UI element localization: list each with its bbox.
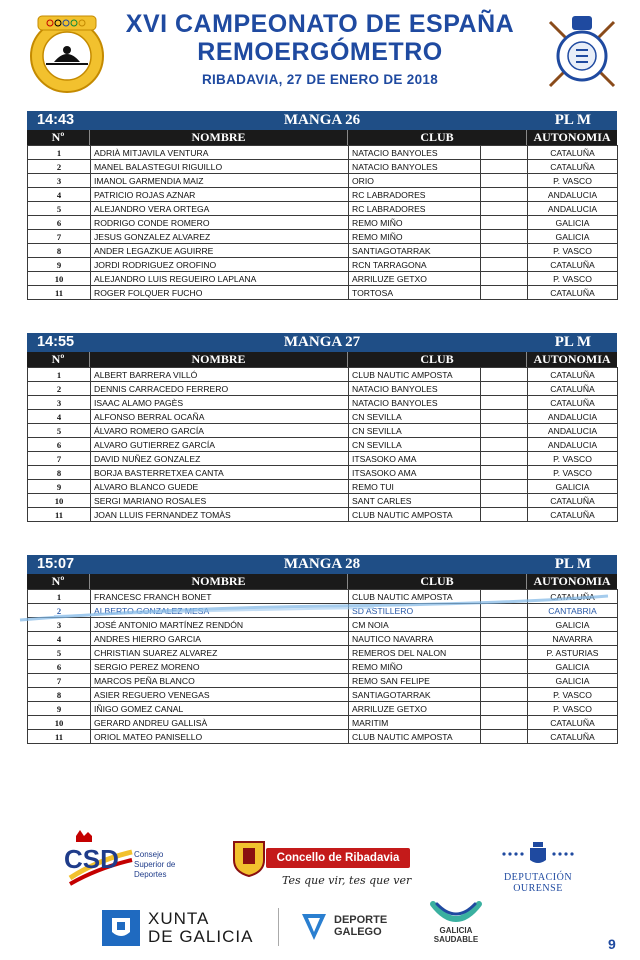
title-block: [110, 10, 530, 87]
rower-name: GERARD ANDREU GALLISÀ: [91, 716, 349, 730]
blank-cell: [481, 466, 528, 480]
table-row: [28, 424, 618, 438]
rower-name: MARCOS PEÑA BLANCO: [91, 674, 349, 688]
col-pos-header: Nº: [27, 352, 90, 367]
table-row: [28, 508, 618, 522]
table-row: [28, 174, 618, 188]
region: P. VASCO: [528, 174, 618, 188]
ribadavia-shield-icon: [228, 838, 270, 878]
blank-cell: [481, 286, 528, 300]
event-subtitle: RIBADAVIA, 27 DE ENERO DE 2018: [201, 72, 439, 87]
blank-cell: [481, 160, 528, 174]
heat-time: 15:07: [37, 556, 75, 572]
club-name: ORIO: [349, 174, 481, 188]
table-row: [28, 646, 618, 660]
page-header: [0, 0, 640, 100]
lane-number: 1: [28, 368, 91, 382]
blank-cell: [481, 368, 528, 382]
rower-name: JORDI RODRIGUEZ OROFINO: [91, 258, 349, 272]
club-name: CN SEVILLA: [349, 410, 481, 424]
blank-cell: [481, 716, 528, 730]
table-row: [28, 632, 618, 646]
rower-name: RODRIGO CONDE ROMERO: [91, 216, 349, 230]
col-name-header: NOMBRE: [90, 130, 348, 145]
xunta-line-2: DE GALICIA: [148, 927, 254, 946]
lane-number: 1: [28, 146, 91, 160]
col-club-header: CLUB: [348, 352, 527, 367]
blank-cell: [481, 216, 528, 230]
galicia-saudable-logo: [424, 900, 488, 950]
lane-number: 1: [28, 590, 91, 604]
ribadavia-name: Concello de Ribadavia: [266, 848, 410, 868]
blank-cell: [481, 272, 528, 286]
galicia-saudable-icon: [429, 900, 483, 926]
blank-cell: [481, 480, 528, 494]
rower-name: DAVID NUÑEZ GONZALEZ: [91, 452, 349, 466]
lane-number: 11: [28, 730, 91, 744]
blank-cell: [481, 452, 528, 466]
heat-category: PL M: [554, 556, 591, 572]
rower-name: ALVARO BLANCO GUEDE: [91, 480, 349, 494]
lane-number: 10: [28, 494, 91, 508]
table-row: [28, 216, 618, 230]
table-row: [28, 202, 618, 216]
lane-number: 8: [28, 244, 91, 258]
region: P. VASCO: [528, 688, 618, 702]
column-header-row: [27, 130, 617, 145]
rower-name: SERGIO PEREZ MORENO: [91, 660, 349, 674]
region: P. VASCO: [528, 244, 618, 258]
table-row: [28, 702, 618, 716]
club-name: CN SEVILLA: [349, 438, 481, 452]
lane-number: 4: [28, 410, 91, 424]
region: P. VASCO: [528, 452, 618, 466]
blank-cell: [481, 146, 528, 160]
region: CATALUÑA: [528, 396, 618, 410]
lane-number: 8: [28, 688, 91, 702]
club-name: ARRILUZE GETXO: [349, 702, 481, 716]
highlighter-stroke: [14, 588, 614, 628]
table-row: [28, 730, 618, 744]
csd-text: [134, 850, 175, 880]
lane-number: 11: [28, 508, 91, 522]
blank-cell: [481, 382, 528, 396]
table-row: [28, 258, 618, 272]
region: P. VASCO: [528, 702, 618, 716]
rower-name: BORJA BASTERRETXEA CANTA: [91, 466, 349, 480]
xunta-crest-icon: [102, 910, 140, 946]
rower-name: ANDRES HIERRO GARCIA: [91, 632, 349, 646]
table-row: [28, 146, 618, 160]
rower-name: ALFONSO BERRAL OCAÑA: [91, 410, 349, 424]
csd-line-3: Deportes: [134, 870, 167, 879]
heat-name: MANGA 28: [283, 556, 361, 572]
rower-name: DENNIS CARRACEDO FERRERO: [91, 382, 349, 396]
blank-cell: [481, 730, 528, 744]
club-name: REMEROS DEL NALON: [349, 646, 481, 660]
page-number: 9: [608, 936, 616, 952]
table-row: [28, 494, 618, 508]
club-name: RCN TARRAGONA: [349, 258, 481, 272]
club-name: CLUB NAUTIC AMPOSTA: [349, 508, 481, 522]
table-row: [28, 160, 618, 174]
footer-divider: [278, 908, 279, 946]
region: CATALUÑA: [528, 286, 618, 300]
region: NAVARRA: [528, 632, 618, 646]
region: ANDALUCIA: [528, 202, 618, 216]
blank-cell: [481, 202, 528, 216]
rower-name: ROGER FOLQUER FUCHO: [91, 286, 349, 300]
region: ANDALUCIA: [528, 438, 618, 452]
heat-name: MANGA 27: [283, 334, 361, 350]
xunta-logo: [102, 908, 272, 948]
region: CATALUÑA: [528, 730, 618, 744]
rower-name: ÁLVARO ROMERO GARCÍA: [91, 424, 349, 438]
col-club-header: CLUB: [348, 130, 527, 145]
saudable-line-2: SAUDABLE: [433, 935, 479, 944]
table-row: [28, 452, 618, 466]
lane-number: 2: [28, 604, 91, 618]
club-name: TORTOSA: [349, 286, 481, 300]
region: ANDALUCIA: [528, 424, 618, 438]
region: CATALUÑA: [528, 590, 618, 604]
ribadavia-logo: [228, 838, 414, 894]
column-header-row: [27, 352, 617, 367]
club-name: CLUB NAUTIC AMPOSTA: [349, 730, 481, 744]
xunta-line-1: XUNTA: [148, 909, 210, 928]
csd-line-2: Superior de: [134, 860, 176, 869]
lane-number: 10: [28, 716, 91, 730]
region: GALICIA: [528, 216, 618, 230]
heat-table-manga-28: [27, 555, 617, 744]
club-name: REMO SAN FELIPE: [349, 674, 481, 688]
blank-cell: [481, 674, 528, 688]
heat-name: MANGA 26: [283, 112, 361, 128]
club-name: NATACIO BANYOLES: [349, 146, 481, 160]
rower-name: SERGI MARIANO ROSALES: [91, 494, 349, 508]
page-title: XVI CAMPEONATO DE ESPAÑA: [125, 10, 515, 38]
lane-number: 9: [28, 702, 91, 716]
lane-number: 6: [28, 660, 91, 674]
club-name: CM NOIA: [349, 618, 481, 632]
blank-cell: [481, 174, 528, 188]
column-header-row: [27, 574, 617, 589]
region: GALICIA: [528, 618, 618, 632]
heat-header: [27, 111, 617, 130]
blank-cell: [481, 258, 528, 272]
region: GALICIA: [528, 480, 618, 494]
blank-cell: [481, 424, 528, 438]
blank-cell: [481, 660, 528, 674]
club-name: SANTIAGOTARRAK: [349, 688, 481, 702]
rower-name: ALVARO GUTIERREZ GARCÍA: [91, 438, 349, 452]
region: CATALUÑA: [528, 494, 618, 508]
region: P. ASTURIAS: [528, 646, 618, 660]
club-name: CLUB NAUTIC AMPOSTA: [349, 590, 481, 604]
table-row: [28, 410, 618, 424]
table-row: [28, 188, 618, 202]
club-name: REMO MIÑO: [349, 216, 481, 230]
rower-name: ASIER REGUERO VENEGAS: [91, 688, 349, 702]
blank-cell: [481, 188, 528, 202]
heat-category: PL M: [554, 112, 591, 128]
rower-name: PATRICIO ROJAS AZNAR: [91, 188, 349, 202]
club-name: NAUTICO NAVARRA: [349, 632, 481, 646]
rower-name: ALBERTO GONZALEZ MESA: [91, 604, 349, 618]
region: GALICIA: [528, 660, 618, 674]
table-row: [28, 230, 618, 244]
club-name: NATACIO BANYOLES: [349, 160, 481, 174]
club-name: CN SEVILLA: [349, 424, 481, 438]
rower-name: JOSÉ ANTONIO MARTÍNEZ RENDÓN: [91, 618, 349, 632]
deporte-galego-logo: [300, 912, 400, 944]
table-row: [28, 688, 618, 702]
rower-name: ALEJANDRO VERA ORTEGA: [91, 202, 349, 216]
blank-cell: [481, 244, 528, 258]
region: P. VASCO: [528, 466, 618, 480]
region: CATALUÑA: [528, 160, 618, 174]
table-row: [28, 660, 618, 674]
club-name: ARRILUZE GETXO: [349, 272, 481, 286]
club-name: RC LABRADORES: [349, 202, 481, 216]
heat-table-manga-26: [27, 111, 617, 300]
lane-number: 6: [28, 216, 91, 230]
blank-cell: [481, 508, 528, 522]
club-name: SANTIAGOTARRAK: [349, 244, 481, 258]
lane-number: 3: [28, 174, 91, 188]
col-region-header: AUTONOMIA: [533, 352, 611, 366]
table-row: [28, 382, 618, 396]
club-name: RC LABRADORES: [349, 188, 481, 202]
heat-category: PL M: [554, 334, 591, 350]
table-row: [28, 272, 618, 286]
ourense-crest-icon: [500, 840, 576, 868]
lane-number: 10: [28, 272, 91, 286]
blank-cell: [481, 438, 528, 452]
saudable-line-1: GALICIA: [439, 926, 473, 935]
lane-number: 5: [28, 424, 91, 438]
blank-cell: [481, 410, 528, 424]
heat-table-manga-27: [27, 333, 617, 522]
col-pos-header: Nº: [27, 574, 90, 589]
csd-logo: [62, 830, 182, 900]
region: GALICIA: [528, 674, 618, 688]
ourense-line-2: OURENSE: [513, 883, 563, 894]
region: CATALUÑA: [528, 508, 618, 522]
heat-header: [27, 555, 617, 574]
rower-name: ADRIÀ MITJAVILA VENTURA: [91, 146, 349, 160]
club-name: SANT CARLES: [349, 494, 481, 508]
club-name: CLUB NAUTIC AMPOSTA: [349, 368, 481, 382]
club-name: MARITIM: [349, 716, 481, 730]
club-name: NATACIO BANYOLES: [349, 396, 481, 410]
lane-number: 2: [28, 382, 91, 396]
lane-number: 4: [28, 188, 91, 202]
col-name-header: NOMBRE: [90, 352, 348, 367]
club-name: ITSASOKO AMA: [349, 466, 481, 480]
table-row: [28, 396, 618, 410]
rower-name: ANDER LEGAZKUE AGUIRRE: [91, 244, 349, 258]
club-name: NATACIO BANYOLES: [349, 382, 481, 396]
deporte-line-1: DEPORTE: [334, 914, 388, 926]
sponsor-footer: [0, 820, 640, 960]
rower-name: JESUS GONZALEZ ALVAREZ: [91, 230, 349, 244]
region: CATALUÑA: [528, 716, 618, 730]
col-club-header: CLUB: [348, 574, 527, 589]
heat-time: 14:43: [37, 112, 75, 128]
table-row: [28, 286, 618, 300]
rower-name: CHRISTIAN SUAREZ ALVAREZ: [91, 646, 349, 660]
heat-time: 14:55: [37, 334, 75, 350]
rower-name: ISAAC ALAMO PAGÈS: [91, 396, 349, 410]
csd-abbr: CSD: [64, 844, 119, 874]
region: ANDALUCIA: [528, 410, 618, 424]
region: CANTABRIA: [528, 604, 618, 618]
lane-number: 2: [28, 160, 91, 174]
region: GALICIA: [528, 230, 618, 244]
region: ANDALUCIA: [528, 188, 618, 202]
ourense-logo: [490, 840, 586, 900]
lane-number: 8: [28, 466, 91, 480]
lane-number: 4: [28, 632, 91, 646]
rower-name: MANEL BALASTEGUI RIGUILLO: [91, 160, 349, 174]
table-row: [28, 674, 618, 688]
club-name: REMO MIÑO: [349, 230, 481, 244]
region: CATALUÑA: [528, 368, 618, 382]
lane-number: 6: [28, 438, 91, 452]
rower-name: IMANOL GARMENDIA MAIZ: [91, 174, 349, 188]
lane-number: 7: [28, 452, 91, 466]
table-row: [28, 716, 618, 730]
lane-number: 5: [28, 646, 91, 660]
ourense-line-1: DEPUTACIÓN: [503, 872, 573, 883]
lane-number: 3: [28, 618, 91, 632]
col-name-header: NOMBRE: [90, 574, 348, 589]
club-name: REMO TUI: [349, 480, 481, 494]
club-name: ITSASOKO AMA: [349, 452, 481, 466]
page-title-discipline: REMOERGÓMETRO: [197, 38, 443, 66]
table-row: [28, 244, 618, 258]
rower-name: FRANCESC FRANCH BONET: [91, 590, 349, 604]
rower-name: ALBERT BARRERA VILLÓ: [91, 368, 349, 382]
heat-rows: [27, 367, 618, 522]
galician-federation-logo: [542, 10, 622, 94]
col-pos-header: Nº: [27, 130, 90, 145]
blank-cell: [481, 688, 528, 702]
federation-emblem-logo: [26, 12, 108, 94]
blank-cell: [481, 632, 528, 646]
rower-name: ALEJANDRO LUIS REGUEIRO LAPLANA: [91, 272, 349, 286]
region: CATALUÑA: [528, 258, 618, 272]
table-row: [28, 480, 618, 494]
region: P. VASCO: [528, 272, 618, 286]
heat-header: [27, 333, 617, 352]
blank-cell: [481, 494, 528, 508]
col-region-header: AUTONOMIA: [533, 574, 611, 588]
blank-cell: [481, 230, 528, 244]
deporte-line-2: GALEGO: [334, 926, 382, 938]
csd-line-1: Consejo: [134, 850, 164, 859]
table-row: [28, 438, 618, 452]
lane-number: 7: [28, 230, 91, 244]
table-row: [28, 466, 618, 480]
club-name: REMO MIÑO: [349, 660, 481, 674]
region: CATALUÑA: [528, 146, 618, 160]
blank-cell: [481, 396, 528, 410]
lane-number: 5: [28, 202, 91, 216]
blank-cell: [481, 646, 528, 660]
heat-rows: [27, 145, 618, 300]
lane-number: 11: [28, 286, 91, 300]
table-row: [28, 368, 618, 382]
rower-name: ORIOL MATEO PANISELLO: [91, 730, 349, 744]
ribadavia-slogan: Tes que vir, tes que ver: [282, 874, 412, 887]
club-name: SD ASTILLERO: [349, 604, 481, 618]
lane-number: 7: [28, 674, 91, 688]
deporte-galego-icon: [300, 912, 328, 942]
blank-cell: [481, 702, 528, 716]
lane-number: 9: [28, 480, 91, 494]
region: CATALUÑA: [528, 382, 618, 396]
lane-number: 9: [28, 258, 91, 272]
rower-name: IÑIGO GOMEZ CANAL: [91, 702, 349, 716]
col-region-header: AUTONOMIA: [533, 130, 611, 144]
rower-name: JOAN LLUIS FERNANDEZ TOMÀS: [91, 508, 349, 522]
lane-number: 3: [28, 396, 91, 410]
